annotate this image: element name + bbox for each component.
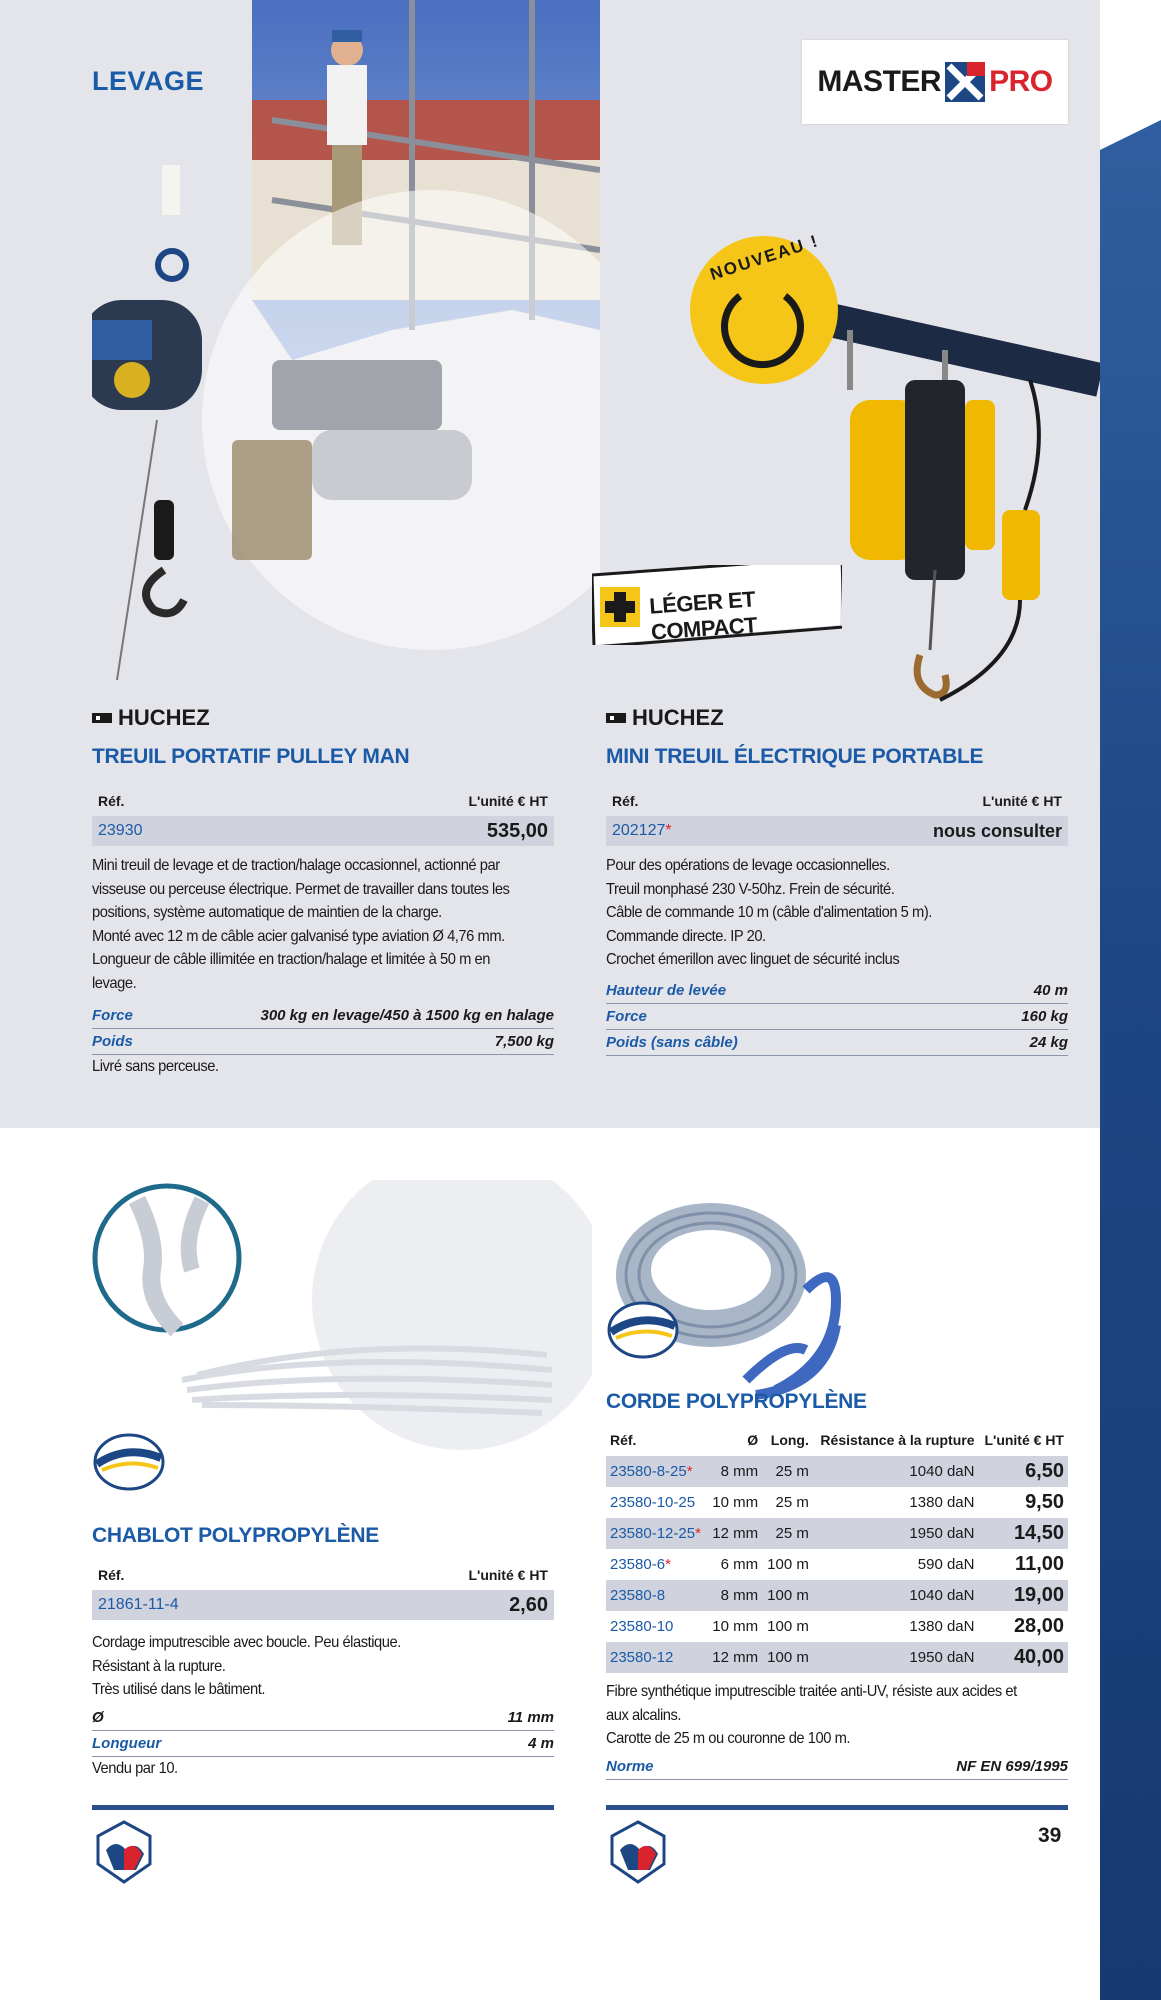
- huchez-logo-icon: [606, 710, 626, 726]
- ref-code[interactable]: [612, 822, 672, 840]
- product-table: [92, 786, 554, 846]
- desc-line: Treuil monphasé 230 V-50hz. Frein de sécurité.: [606, 880, 895, 898]
- length-cell: 100 m: [762, 1642, 813, 1673]
- table-row: [606, 1487, 1068, 1518]
- spec-list: [606, 1754, 1068, 1780]
- resistance-cell: 1040 daN: [813, 1456, 979, 1487]
- desc-line: Monté avec 12 m de câble acier galvanisé type aviation Ø 4,76 mm.: [92, 927, 505, 945]
- ref-code-text: 23580-12: [610, 1649, 674, 1666]
- ref-code[interactable]: [606, 1580, 707, 1611]
- spec-value: 7,500 kg: [494, 1033, 554, 1050]
- length-cell: 100 m: [762, 1580, 813, 1611]
- spec-value: 160 kg: [1021, 1008, 1068, 1025]
- spec-row: [606, 1754, 1068, 1780]
- desc-line: Résistant à la rupture.: [92, 1657, 226, 1675]
- price-cell: 11,00: [1015, 1553, 1064, 1575]
- product-title: CHABLOT POLYPROPYLÈNE: [92, 1524, 379, 1547]
- ref-code[interactable]: [606, 1549, 707, 1580]
- col-resistance: Résistance à la rupture: [820, 1432, 975, 1448]
- ref-code-text: 23580-8: [610, 1587, 666, 1604]
- length-cell: 25 m: [762, 1456, 813, 1487]
- page-number: 39: [1038, 1824, 1062, 1847]
- desc-line: Pour des opérations de levage occasionnelles.: [606, 857, 890, 874]
- rope-table: [606, 1424, 1068, 1673]
- price-cell: 9,50: [1025, 1491, 1064, 1513]
- ref-code[interactable]: 21861-11-4: [98, 1596, 179, 1613]
- brand-huchez-1: [92, 705, 210, 731]
- ref-code[interactable]: [606, 1456, 707, 1487]
- col-price: L'unité € HT: [468, 1567, 548, 1583]
- section-rule: [92, 1805, 554, 1810]
- table-header: [92, 786, 554, 816]
- logo-cross-icon: [945, 62, 985, 102]
- table-row: [606, 816, 1068, 846]
- resistance-cell: 1380 daN: [909, 1494, 975, 1511]
- desc-line: Carotte de 25 m ou couronne de 100 m.: [606, 1730, 851, 1747]
- price-cell: 19,00: [978, 1580, 1068, 1611]
- ref-code[interactable]: [606, 1518, 707, 1549]
- spec-value: 4 m: [528, 1735, 554, 1752]
- side-notch: [1100, 0, 1161, 120]
- product-title: TREUIL PORTATIF PULLEY MAN: [92, 745, 410, 768]
- col-price: L'unité € HT: [468, 793, 548, 809]
- col-ref: Réf.: [610, 1432, 637, 1448]
- certification-icon: [92, 1432, 166, 1492]
- product-description: [606, 854, 1066, 972]
- spec-key: Poids (sans câble): [606, 1034, 738, 1051]
- spec-list: [92, 1705, 554, 1757]
- table-row: [606, 1456, 1068, 1487]
- col-ref: Réf.: [98, 1567, 125, 1583]
- ref-code-text: 202127: [612, 822, 666, 839]
- chablot-photo: [92, 1180, 592, 1460]
- length-cell: 100 m: [767, 1618, 809, 1635]
- col-length: Long.: [770, 1432, 809, 1448]
- spec-value: NF EN 699/1995: [956, 1758, 1068, 1775]
- table-row: [606, 1518, 1068, 1549]
- spec-list: [92, 1003, 554, 1055]
- spec-value: 40 m: [1033, 982, 1068, 999]
- price-cell: 28,00: [1013, 1615, 1064, 1637]
- new-badge-label: NOUVEAU !: [707, 230, 822, 285]
- col-ref: Réf.: [612, 793, 639, 809]
- section-rule: [606, 1805, 1068, 1810]
- spec-list: [606, 978, 1068, 1056]
- product-note: Vendu par 10.: [92, 1760, 178, 1777]
- product-title: CORDE POLYPROPYLÈNE: [606, 1390, 867, 1413]
- table-row: [92, 1590, 554, 1620]
- desc-line: levage.: [92, 974, 137, 992]
- resistance-cell: 1950 daN: [813, 1642, 979, 1673]
- product-description: [92, 1631, 552, 1702]
- certification-icon: [606, 1300, 680, 1360]
- spec-value: 24 kg: [1029, 1034, 1068, 1051]
- brand-huchez-2: [606, 705, 724, 731]
- diameter-cell: 10 mm: [712, 1494, 759, 1511]
- spec-row: [606, 1030, 1068, 1056]
- price-cell: 40,00: [978, 1642, 1068, 1673]
- length-cell: 100 m: [767, 1556, 809, 1573]
- table-header: [92, 1560, 554, 1590]
- table-row: [92, 816, 554, 846]
- brand-name: HUCHEZ: [118, 705, 210, 730]
- col-price: L'unité € HT: [982, 793, 1062, 809]
- side-band-cut: [1100, 120, 1161, 150]
- made-in-france-icon: [610, 1820, 666, 1884]
- desc-line: visseuse ou perceuse électrique. Permet de travailler dans toutes les: [92, 880, 510, 898]
- col-price: L'unité € HT: [984, 1432, 1064, 1448]
- spec-key: Norme: [606, 1758, 654, 1775]
- diameter-cell: 8 mm: [707, 1580, 762, 1611]
- spec-key: Hauteur de levée: [606, 982, 727, 999]
- masterpro-logo: [802, 40, 1068, 124]
- spec-key: Ø: [92, 1709, 104, 1726]
- light-compact-text: LÉGER ET COMPACT: [648, 586, 758, 645]
- table-header: [606, 1424, 1068, 1456]
- length-cell: 25 m: [762, 1518, 813, 1549]
- table-row: [606, 1611, 1068, 1642]
- desc-line: Mini treuil de levage et de traction/halage occasionnel, actionné par: [92, 857, 500, 874]
- new-star: *: [665, 822, 672, 839]
- ref-code-text: 23580-8-25: [610, 1463, 687, 1480]
- product-note: Livré sans perceuse.: [92, 1058, 219, 1075]
- desc-line: Très utilisé dans le bâtiment.: [92, 1681, 266, 1698]
- huchez-logo-icon: [92, 710, 112, 726]
- ref-code[interactable]: [606, 1642, 707, 1673]
- spec-row: [92, 1705, 554, 1731]
- brand-name: HUCHEZ: [632, 705, 724, 730]
- ref-code-text: 23580-12-25: [610, 1525, 696, 1542]
- diameter-cell: 8 mm: [707, 1456, 762, 1487]
- ref-code-text: 23580-10: [610, 1618, 674, 1635]
- resistance-cell: 1380 daN: [909, 1618, 975, 1635]
- product-table: [92, 1560, 554, 1620]
- desc-line: positions, système automatique de maintien de la charge.: [92, 904, 442, 921]
- ref-code[interactable]: 23930: [98, 822, 143, 839]
- spec-key: Longueur: [92, 1735, 162, 1752]
- new-star: *: [665, 1556, 671, 1573]
- price: 2,60: [509, 1593, 548, 1616]
- logo-pro-text: PRO: [989, 65, 1053, 98]
- spec-key: Force: [92, 1007, 133, 1024]
- made-in-france-icon: [96, 1820, 152, 1884]
- product-table: [606, 786, 1068, 846]
- desc-line: Câble de commande 10 m (câble d'alimentation 5 m).: [606, 904, 932, 921]
- diameter-cell: 6 mm: [720, 1556, 759, 1573]
- side-color-band: [1100, 120, 1161, 2000]
- pulley-man-photo: [92, 0, 600, 690]
- length-cell: 25 m: [775, 1494, 809, 1511]
- spec-row: [606, 1004, 1068, 1030]
- spec-value: 300 kg en levage/450 à 1500 kg en halage: [260, 1007, 554, 1024]
- table-header: [606, 786, 1068, 816]
- new-star: *: [686, 1463, 693, 1480]
- spec-row: [92, 1029, 554, 1055]
- spec-row: [606, 978, 1068, 1004]
- price: nous consulter: [932, 820, 1062, 841]
- spec-row: [92, 1731, 554, 1757]
- desc-line: Longueur de câble illimitée en traction/halage et limitée à 50 m en: [92, 951, 490, 968]
- diameter-cell: 12 mm: [707, 1642, 762, 1673]
- ref-code-text: 23580-6: [610, 1556, 666, 1573]
- col-ref: Réf.: [98, 793, 125, 809]
- ref-code[interactable]: [606, 1487, 707, 1518]
- ref-code[interactable]: [606, 1611, 707, 1642]
- price-cell: 14,50: [978, 1518, 1068, 1549]
- desc-line: aux alcalins.: [606, 1706, 682, 1724]
- col-diameter: Ø: [747, 1432, 759, 1448]
- spec-value: 11 mm: [507, 1709, 554, 1726]
- desc-line: Cordage imputrescible avec boucle. Peu élastique.: [92, 1634, 401, 1651]
- section-title: LEVAGE: [92, 66, 205, 96]
- logo-master-text: MASTER: [817, 65, 942, 98]
- product-title: MINI TREUIL ÉLECTRIQUE PORTABLE: [606, 745, 984, 768]
- spec-key: Poids: [92, 1033, 133, 1050]
- desc-line: Commande directe. IP 20.: [606, 927, 766, 945]
- resistance-cell: 1040 daN: [813, 1580, 979, 1611]
- desc-line: Fibre synthétique imputrescible traitée anti-UV, résiste aux acides et: [606, 1683, 1017, 1700]
- diameter-cell: 10 mm: [712, 1618, 759, 1635]
- product-description: [606, 1680, 1075, 1751]
- ref-code-text: 23580-10-25: [610, 1494, 696, 1511]
- desc-line: Crochet émerillon avec linguet de sécurité inclus: [606, 951, 900, 968]
- table-row: [606, 1549, 1068, 1580]
- product-description: [92, 854, 552, 995]
- spec-row: [92, 1003, 554, 1029]
- new-star: *: [695, 1525, 701, 1542]
- resistance-cell: 1950 daN: [813, 1518, 979, 1549]
- resistance-cell: 590 daN: [917, 1556, 975, 1573]
- table-row: [606, 1642, 1068, 1673]
- price-cell: 6,50: [978, 1456, 1068, 1487]
- price: 535,00: [486, 819, 548, 842]
- spec-key: Force: [606, 1008, 647, 1025]
- diameter-cell: 12 mm: [707, 1518, 762, 1549]
- light-compact-banner: [592, 565, 842, 645]
- table-row: [606, 1580, 1068, 1611]
